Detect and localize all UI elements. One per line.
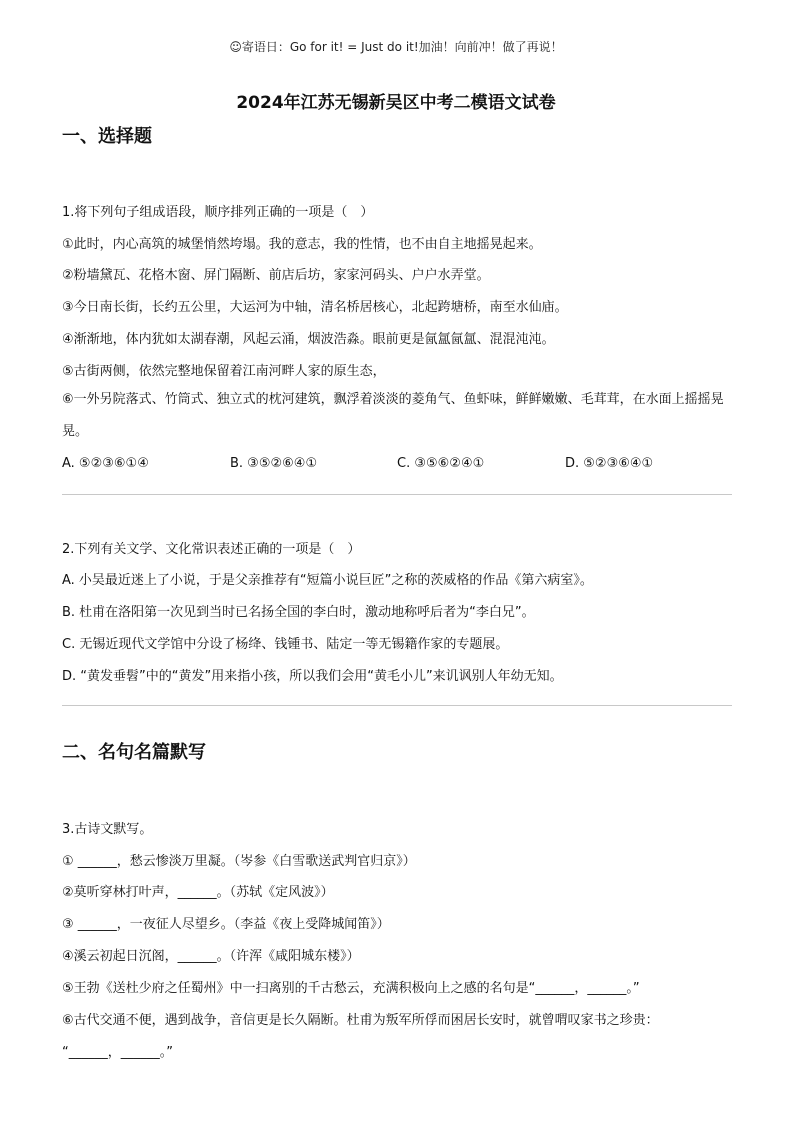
divider (62, 705, 732, 706)
q1-item: ⑤古街两侧，依然完整地保留着江南河畔人家的原生态， (62, 364, 386, 379)
q2-option-d[interactable]: D. “黄发垂髫”中的“黄发”用来指小孩，所以我们会用“黄毛小儿”来讥讽别人年幼无知。 (62, 669, 563, 684)
q2-option-b[interactable]: B. 杜甫在洛阳第一次见到当时已名扬全国的李白时，激动地称呼后者为“李白兄”。 (62, 605, 535, 620)
q1-item: ③今日南长街，长约五公里，大运河为中轴，清名桥居核心，北起跨塘桥，南至水仙庙。 (62, 300, 568, 315)
q2-option-c[interactable]: C. 无锡近现代文学馆中分设了杨绛、钱锺书、陆定一等无锡籍作家的专题展。 (62, 637, 509, 652)
q1-option-b[interactable]: B. ③⑤②⑥④① (230, 456, 318, 471)
q3-item: “______，______。” (62, 1045, 173, 1060)
section-heading-choice: 一、选择题 (62, 126, 152, 147)
page-title: 2024年江苏无锡新吴区中考二模语文试卷 (236, 93, 556, 113)
q3-item: ④溪云初起日沉阁，______。（许浑《咸阳城东楼》） (62, 949, 360, 964)
section-heading-dictation: 二、名句名篇默写 (62, 742, 206, 763)
q3-stem: 3.古诗文默写。 (62, 822, 153, 837)
q1-option-c[interactable]: C. ③⑤⑥②④① (397, 456, 485, 471)
q3-item: ②莫听穿林打叶声，______。（苏轼《定风波》） (62, 885, 334, 900)
q2-option-a[interactable]: A. 小吴最近迷上了小说，于是父亲推荐有“短篇小说巨匠”之称的茨威格的作品《第六病室》。 (62, 573, 593, 588)
q3-item: ⑤王勃《送杜少府之任蜀州》中一扫离别的千古愁云，充满积极向上之感的名句是“______，______。” (62, 981, 640, 996)
q2-stem: 2.下列有关文学、文化常识表述正确的一项是（ ） (62, 542, 361, 557)
motto: ☺寄语日：Go for it! = Just do it!加油！向前冲！做了再说！ (229, 40, 563, 54)
q1-option-d[interactable]: D. ⑤②③⑥④① (565, 456, 654, 471)
q3-item: ① ______，愁云惨淡万里凝。（岑参《白雪歌送武判官归京》） (62, 854, 416, 869)
q3-item: ③ ______，一夜征人尽望乡。（李益《夜上受降城闻笛》） (62, 917, 390, 932)
q1-item: ②粉墙黛瓦、花格木窗、屏门隔断、前店后坊，家家河码头、户户水弄堂。 (62, 268, 490, 283)
q3-item: ⑥古代交通不便，遇到战争，音信更是长久隔断。杜甫为叛军所俘而困居长安时，就曾喟叹家书之珍贵： (62, 1013, 659, 1028)
divider (62, 494, 732, 495)
q1-item: ⑥一外另院落式、竹筒式、独立式的枕河建筑，飘浮着淡淡的菱角气、鱼虾味，鲜鲜嫩嫩、毛茸茸，在水面上摇摇晃晃。 (62, 392, 724, 439)
q1-option-a[interactable]: A. ⑤②③⑥①④ (62, 456, 149, 471)
q1-stem: 1.将下列句子组成语段，顺序排列正确的一项是（ ） (62, 205, 374, 220)
q1-item: ①此时，内心高筑的城堡悄然垮塌。我的意志，我的性情，也不由自主地摇晃起来。 (62, 237, 542, 252)
q1-item: ④渐渐地，体内犹如太湖春潮，风起云涌，烟波浩淼。眼前更是氤氲氤氲、混混沌沌。 (62, 332, 555, 347)
